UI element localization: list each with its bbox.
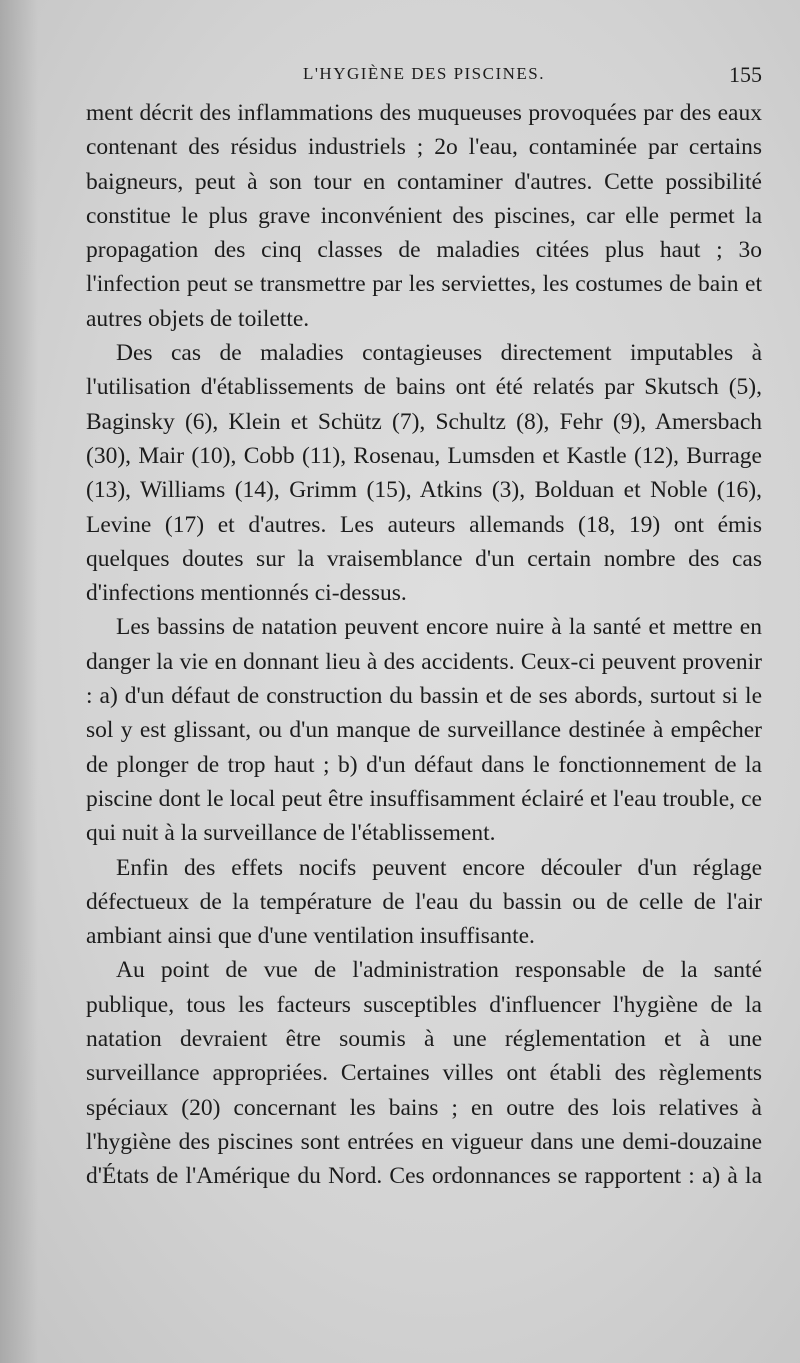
- page-header: [86, 62, 762, 88]
- paragraph-accidents: Les bassins de natation peuvent encore nuire à la santé et mettre en danger la vie en donnant lieu à des accidents. Ceux-ci peuvent provenir : a) d'un défaut de construction du bassin et de ses abords, surtout si le sol y est glissant, ou d'un manque de surveillance destinée à empêcher de plonger de trop haut ; b) d'un défaut dans le fonctionnement de la piscine dont le local peut être insuffisamment éclairé et l'eau trouble, ce qui nuit à la surveillance de l'établissement.: [86, 614, 762, 847]
- paragraph-temperature: Enfin des effets nocifs peuvent encore découler d'un réglage défectueux de la température de l'eau du bassin ou de celle de l'air ambiant ainsi que d'une ventilation insuffisante.: [86, 854, 762, 950]
- paragraph-administration: Au point de vue de l'administration responsable de la santé publique, tous les facteurs susceptibles d'influencer l'hygiène de la natation devraient être soumis à une réglementation et à une surveillance appropriées. Certaines villes ont établi des règlements spéciaux (20) concernant les bains ; en outre des lois relatives à l'hygiène des piscines sont entrées en vigueur dans une demi-douzaine d'États de l'Amérique du Nord. Ces ordonnances se rapportent : a) à la: [86, 957, 762, 1190]
- page-binding-shadow: [0, 0, 38, 1363]
- body-text: [86, 96, 762, 1194]
- page-number: 155: [729, 62, 762, 87]
- paragraph-cases: Des cas de maladies contagieuses directement imputables à l'utilisation d'établissements de bains ont été relatés par Skutsch (5), Baginsky (6), Klein et Schütz (7), Schultz (8), Fehr (9), Amersbach (30), Mair (10), Cobb (11), Rosenau, Lumsden et Kastle (12), Burrage (13), Williams (14), Grimm (15), Atkins (3), Bolduan et Noble (16), Levine (17) et d'autres. Les auteurs allemands (18, 19) ont émis quelques doutes sur la vraisemblance d'un certain nombre des cas d'infections mentionnés ci-dessus.: [86, 340, 762, 607]
- paragraph-continued: ment décrit des inflammations des muqueuses provoquées par des eaux contenant des résidus industriels ; 2o l'eau, contaminée par certains baigneurs, peut à son tour en contaminer d'autres. Cette possibilité constitue le plus grave inconvénient des piscines, car elle permet la propagation des cinq classes de maladies citées plus haut ; 3o l'infection peut se transmettre par les serviettes, les costumes de bain et autres objets de toilette.: [86, 100, 762, 332]
- running-head: L'HYGIÈNE DES PISCINES.: [302, 64, 546, 83]
